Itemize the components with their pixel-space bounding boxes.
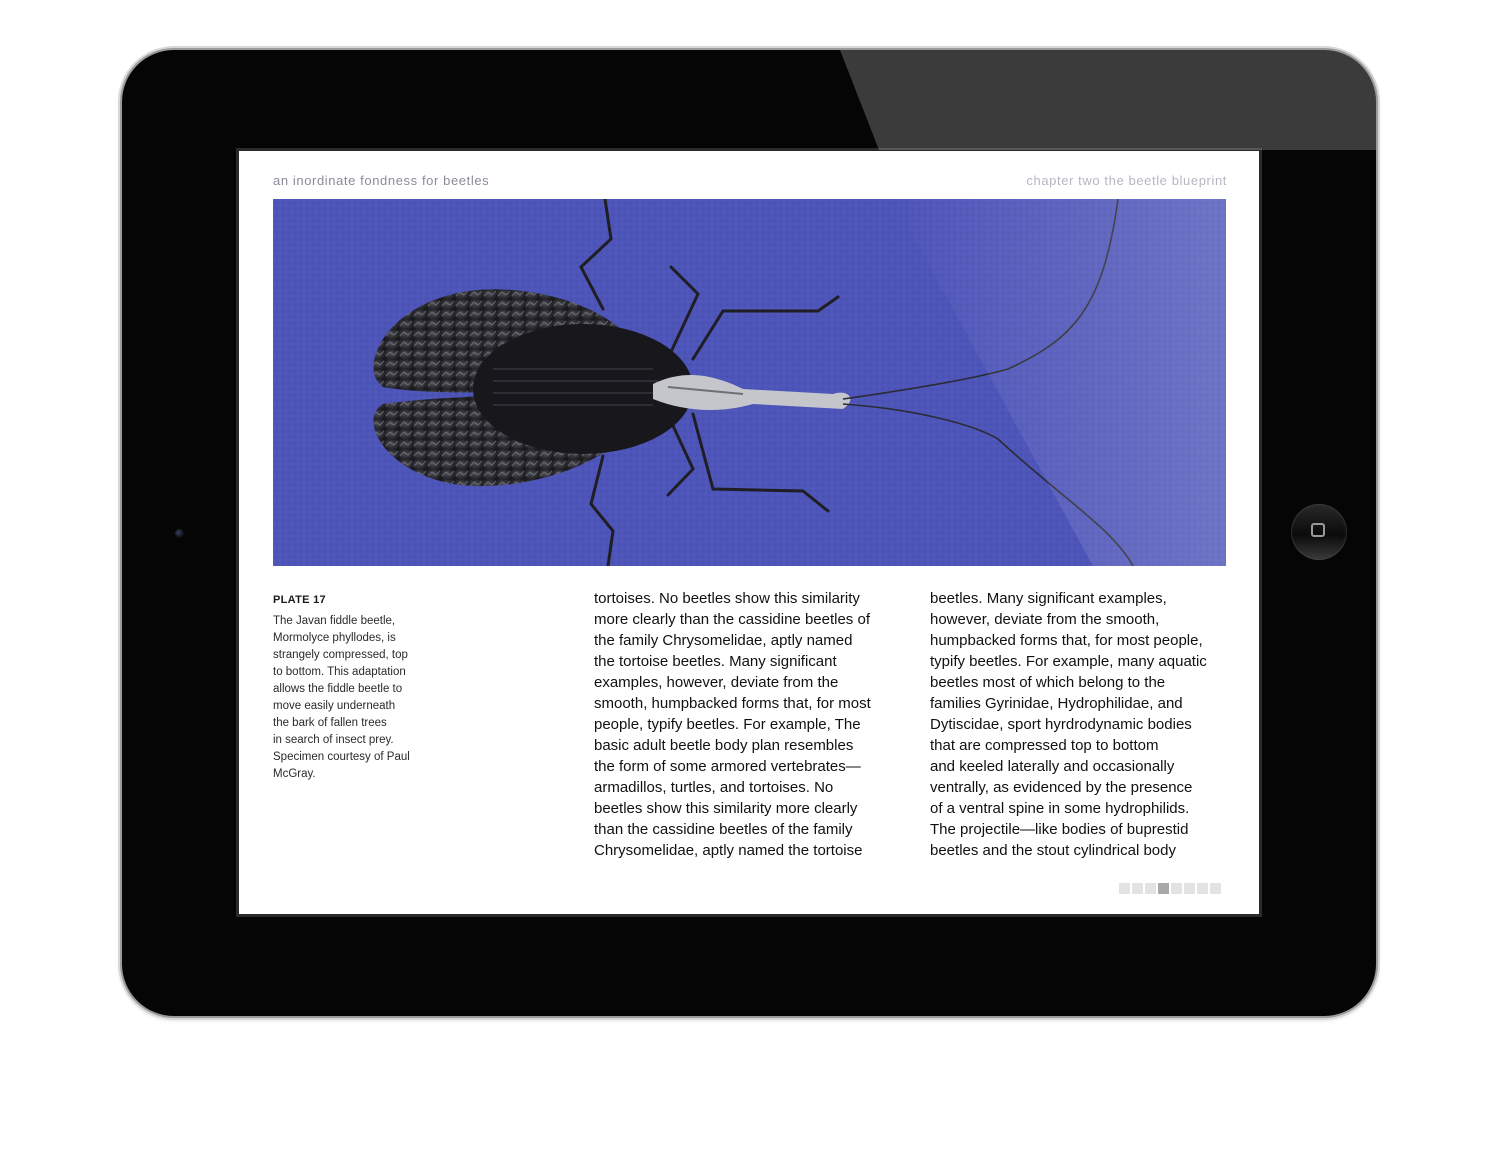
fiddle-beetle-illustration	[273, 199, 1226, 566]
beetle-photo[interactable]	[273, 199, 1226, 566]
page-dot[interactable]	[1184, 883, 1195, 894]
page-dot[interactable]	[1171, 883, 1182, 894]
camera-icon	[175, 529, 184, 538]
page-dot[interactable]	[1145, 883, 1156, 894]
page-dot[interactable]	[1158, 883, 1169, 894]
home-button-icon[interactable]	[1291, 504, 1347, 560]
page-dot[interactable]	[1119, 883, 1130, 894]
page-indicator[interactable]	[1119, 883, 1221, 894]
plate-label: PLATE 17	[273, 594, 326, 606]
page-dot[interactable]	[1132, 883, 1143, 894]
home-square-icon	[1311, 523, 1325, 537]
plate-caption	[273, 594, 433, 783]
chapter-header: chapter two the beetle blueprint	[1026, 173, 1227, 188]
body-text-column-2: beetles. Many significant examples, however, deviate from the smooth, humpbacked forms that, for most people, typify beetles. For example, many aquatic beetles most of which belong to the families Gyrinidae, Hydrophilidae, and Dytiscidae, sport hyrdrodynamic bodies that are compressed top to bottom and keeled laterally and occasionally ventrally, as evidenced by the presence of a ventral spine in some hydrophilids. The projectile—like bodies of buprestid beetles and the stout cylindrical body	[930, 590, 1207, 859]
page-dot[interactable]	[1197, 883, 1208, 894]
page-dot[interactable]	[1210, 883, 1221, 894]
ebook-page[interactable]	[236, 148, 1262, 917]
body-text-column-1: tortoises. No beetles show this similarity more clearly than the cassidine beetles of the family Chrysomelidae, aptly named the tortoise beetles. Many significant examples, however, deviate from the smooth, humpbacked forms that, for most people, typify beetles. For example, The basic adult beetle body plan resembles the form of some armored vertebrates— armadillos, turtles, and tortoises. No beetles show this similarity more clearly than the cassidine beetles of the family Chrysomelidae, aptly named the tortoise	[594, 590, 871, 859]
book-title-header: an inordinate fondness for beetles	[273, 173, 490, 188]
caption-text: The Javan fiddle beetle, Mormolyce phyllodes, is strangely compressed, top to bottom. This adaptation allows the fiddle beetle to move easily underneath the bark of fallen trees in search of insect prey. Specimen courtesy of Paul McGray.	[273, 615, 410, 780]
tablet-device	[122, 50, 1376, 1016]
